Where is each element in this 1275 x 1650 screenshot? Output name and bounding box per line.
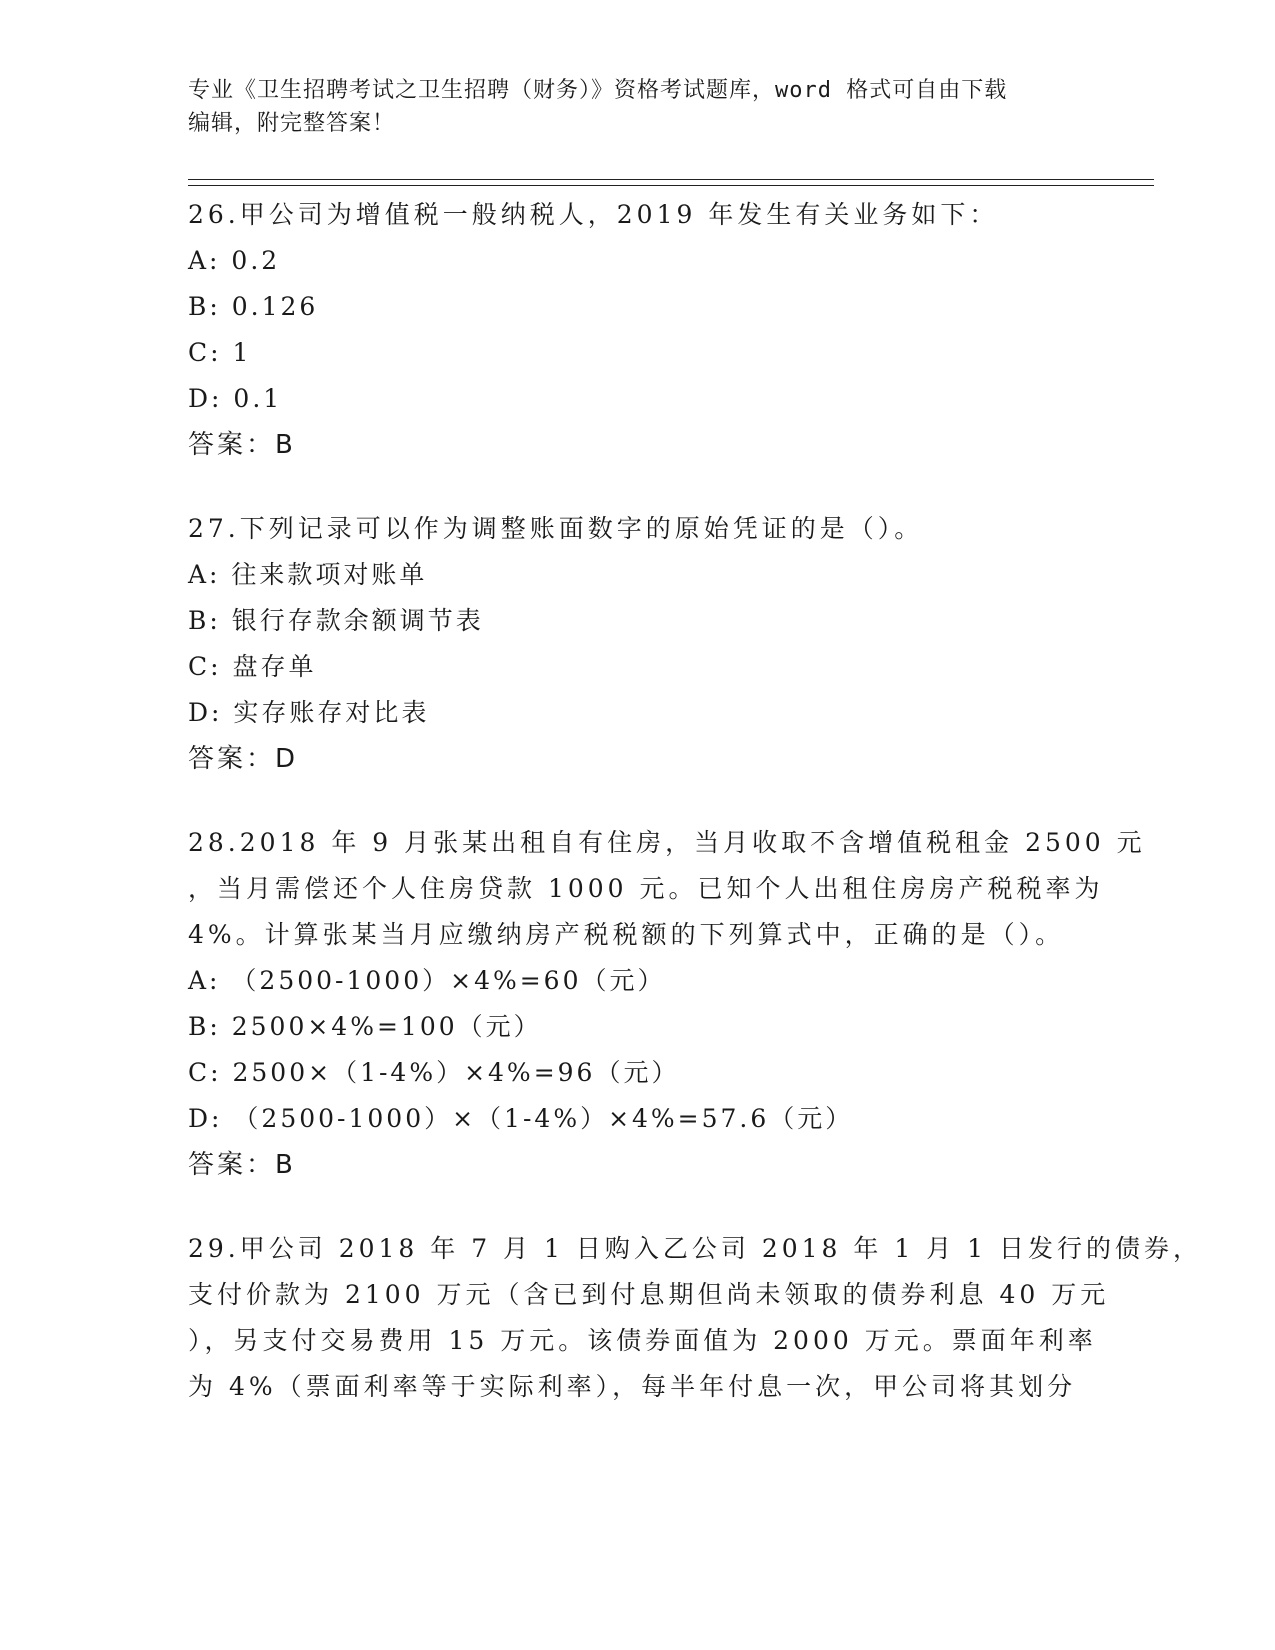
option-c: C: 2500×（1-4%）×4%=96（元） (188, 1058, 680, 1087)
answer-label: 答案：B (188, 430, 296, 460)
stem-line: 26.甲公司为增值税一般纳税人，2019 年发生有关业务如下： (188, 200, 999, 229)
header-divider-bottom (188, 185, 1154, 186)
stem-line: 28.2018 年 9 月张某出租自有住房，当月收取不含增值税租金 2500 元 (188, 828, 1146, 857)
question-26 (188, 192, 1068, 468)
header-divider-top (188, 179, 1154, 180)
option-b: B: 2500×4%=100（元） (188, 1012, 542, 1041)
option-b: B: 银行存款余额调节表 (188, 606, 484, 635)
question-27 (188, 506, 1068, 782)
header-line-1: 专业《卫生招聘考试之卫生招聘（财务）》资格考试题库，word 格式可自由下载 (188, 78, 1008, 103)
option-a: A: 0.2 (188, 246, 281, 275)
stem-line: 为 4%（票面利率等于实际利率），每半年付息一次，甲公司将其划分 (188, 1372, 1077, 1401)
answer-label: 答案：B (188, 1150, 296, 1180)
stem-line: 29.甲公司 2018 年 7 月 1 日购入乙公司 2018 年 1 月 1 日发行的债券， (188, 1234, 1202, 1263)
option-c: C: 1 (188, 338, 252, 367)
option-a: A: 往来款项对账单 (188, 560, 428, 589)
option-b: B: 0.126 (188, 292, 319, 321)
stem-line: 4%。计算张某当月应缴纳房产税税额的下列算式中，正确的是（）。 (188, 920, 1065, 949)
question-stem (188, 506, 1068, 552)
stem-line: 支付价款为 2100 万元（含已到付息期但尚未领取的债券利息 40 万元 (188, 1280, 1110, 1309)
document-header (188, 74, 1088, 140)
option-c: C: 盘存单 (188, 652, 317, 681)
question-29 (188, 1226, 1202, 1410)
stem-line: 27.下列记录可以作为调整账面数字的原始凭证的是（）。 (188, 514, 924, 543)
header-line-2: 编辑，附完整答案！ (188, 111, 396, 136)
option-d: D: 0.1 (188, 384, 283, 413)
question-stem (188, 192, 1068, 238)
stem-line: ），另支付交易费用 15 万元。该债券面值为 2000 万元。票面年利率 (188, 1326, 1097, 1355)
question-stem (188, 1226, 1202, 1410)
option-d: D: 实存账存对比表 (188, 698, 430, 727)
option-d: D: （2500-1000）×（1-4%）×4%=57.6（元） (188, 1104, 854, 1133)
question-28 (188, 820, 1146, 1188)
answer-label: 答案：D (188, 744, 299, 774)
question-stem (188, 820, 1146, 958)
option-a: A: （2500-1000）×4%=60（元） (188, 966, 666, 995)
stem-line: ，当月需偿还个人住房贷款 1000 元。已知个人出租住房房产税税率为 (188, 874, 1104, 903)
